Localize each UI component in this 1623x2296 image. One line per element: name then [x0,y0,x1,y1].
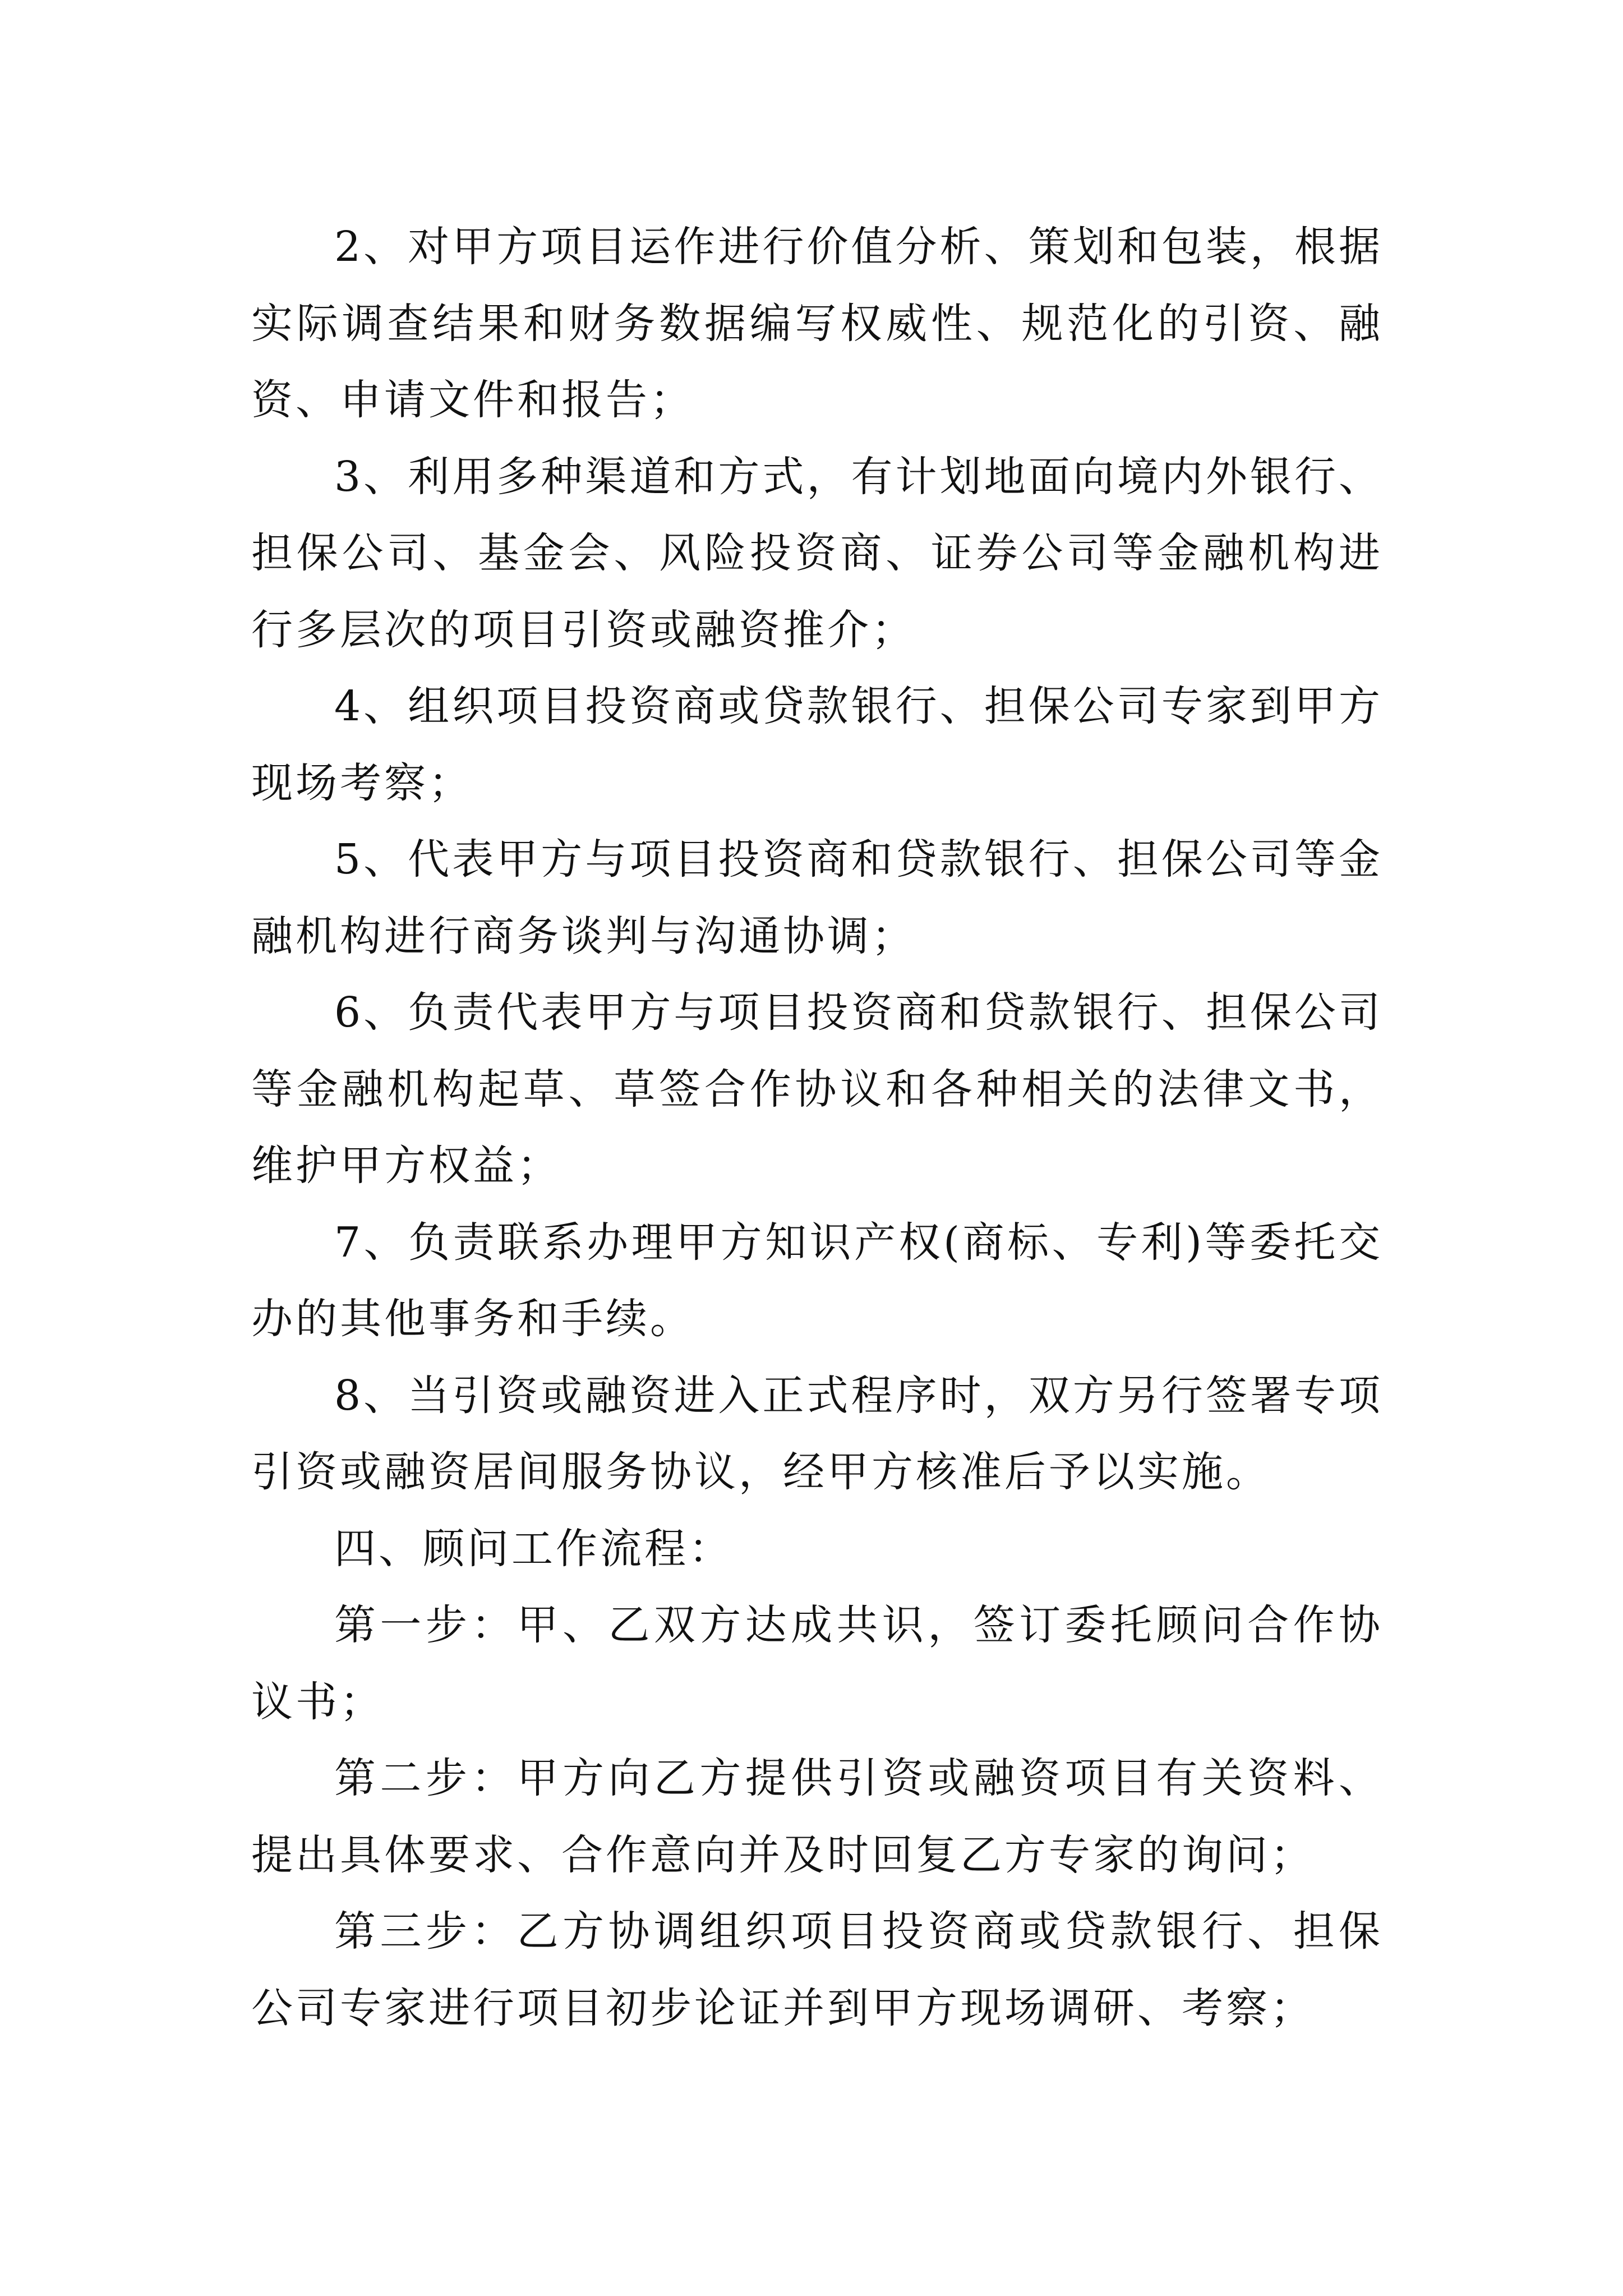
paragraph-step-2: 第二步：甲方向乙方提供引资或融资项目有关资料、提出具体要求、合作意向并及时回复乙方专家的询问； [251,1754,1383,1879]
paragraph-item-4-site-inspection: 4、组织项目投资商或贷款银行、担保公司专家到甲方现场考察； [251,682,1383,807]
section-heading-workflow: 四、顾问工作流程： [334,1524,733,1573]
paragraph-item-6-agreements: 6、负责代表甲方与项目投资商和贷款银行、担保公司等金融机构起草、草签合作协议和各种相关的法律文书，维护甲方权益； [251,988,1383,1190]
document-body [251,209,1383,2046]
paragraph-item-8-formal-procedure: 8、当引资或融资进入正式程序时，双方另行签署专项引资或融资居间服务协议，经甲方核准后予以实施。 [251,1371,1383,1496]
paragraph-item-7-ip-affairs: 7、负责联系办理甲方知识产权(商标、专利)等委托交办的其他事务和手续。 [251,1218,1383,1343]
paragraph-item-2-value-analysis: 2、对甲方项目运作进行价值分析、策划和包装，根据实际调查结果和财务数据编写权威性、规范化的引资、融资、申请文件和报告； [251,223,1383,424]
paragraph-item-5-negotiation: 5、代表甲方与项目投资商和贷款银行、担保公司等金融机构进行商务谈判与沟通协调； [251,835,1383,960]
paragraph-step-3: 第三步：乙方协调组织项目投资商或贷款银行、担保公司专家进行项目初步论证并到甲方现场调研、考察； [251,1907,1383,2032]
paragraph-step-1: 第一步：甲、乙双方达成共识，签订委托顾问合作协议书； [251,1601,1383,1726]
paragraph-item-3-promotion: 3、利用多种渠道和方式，有计划地面向境内外银行、担保公司、基金会、风险投资商、证券公司等金融机构进行多层次的项目引资或融资推介； [251,452,1383,654]
